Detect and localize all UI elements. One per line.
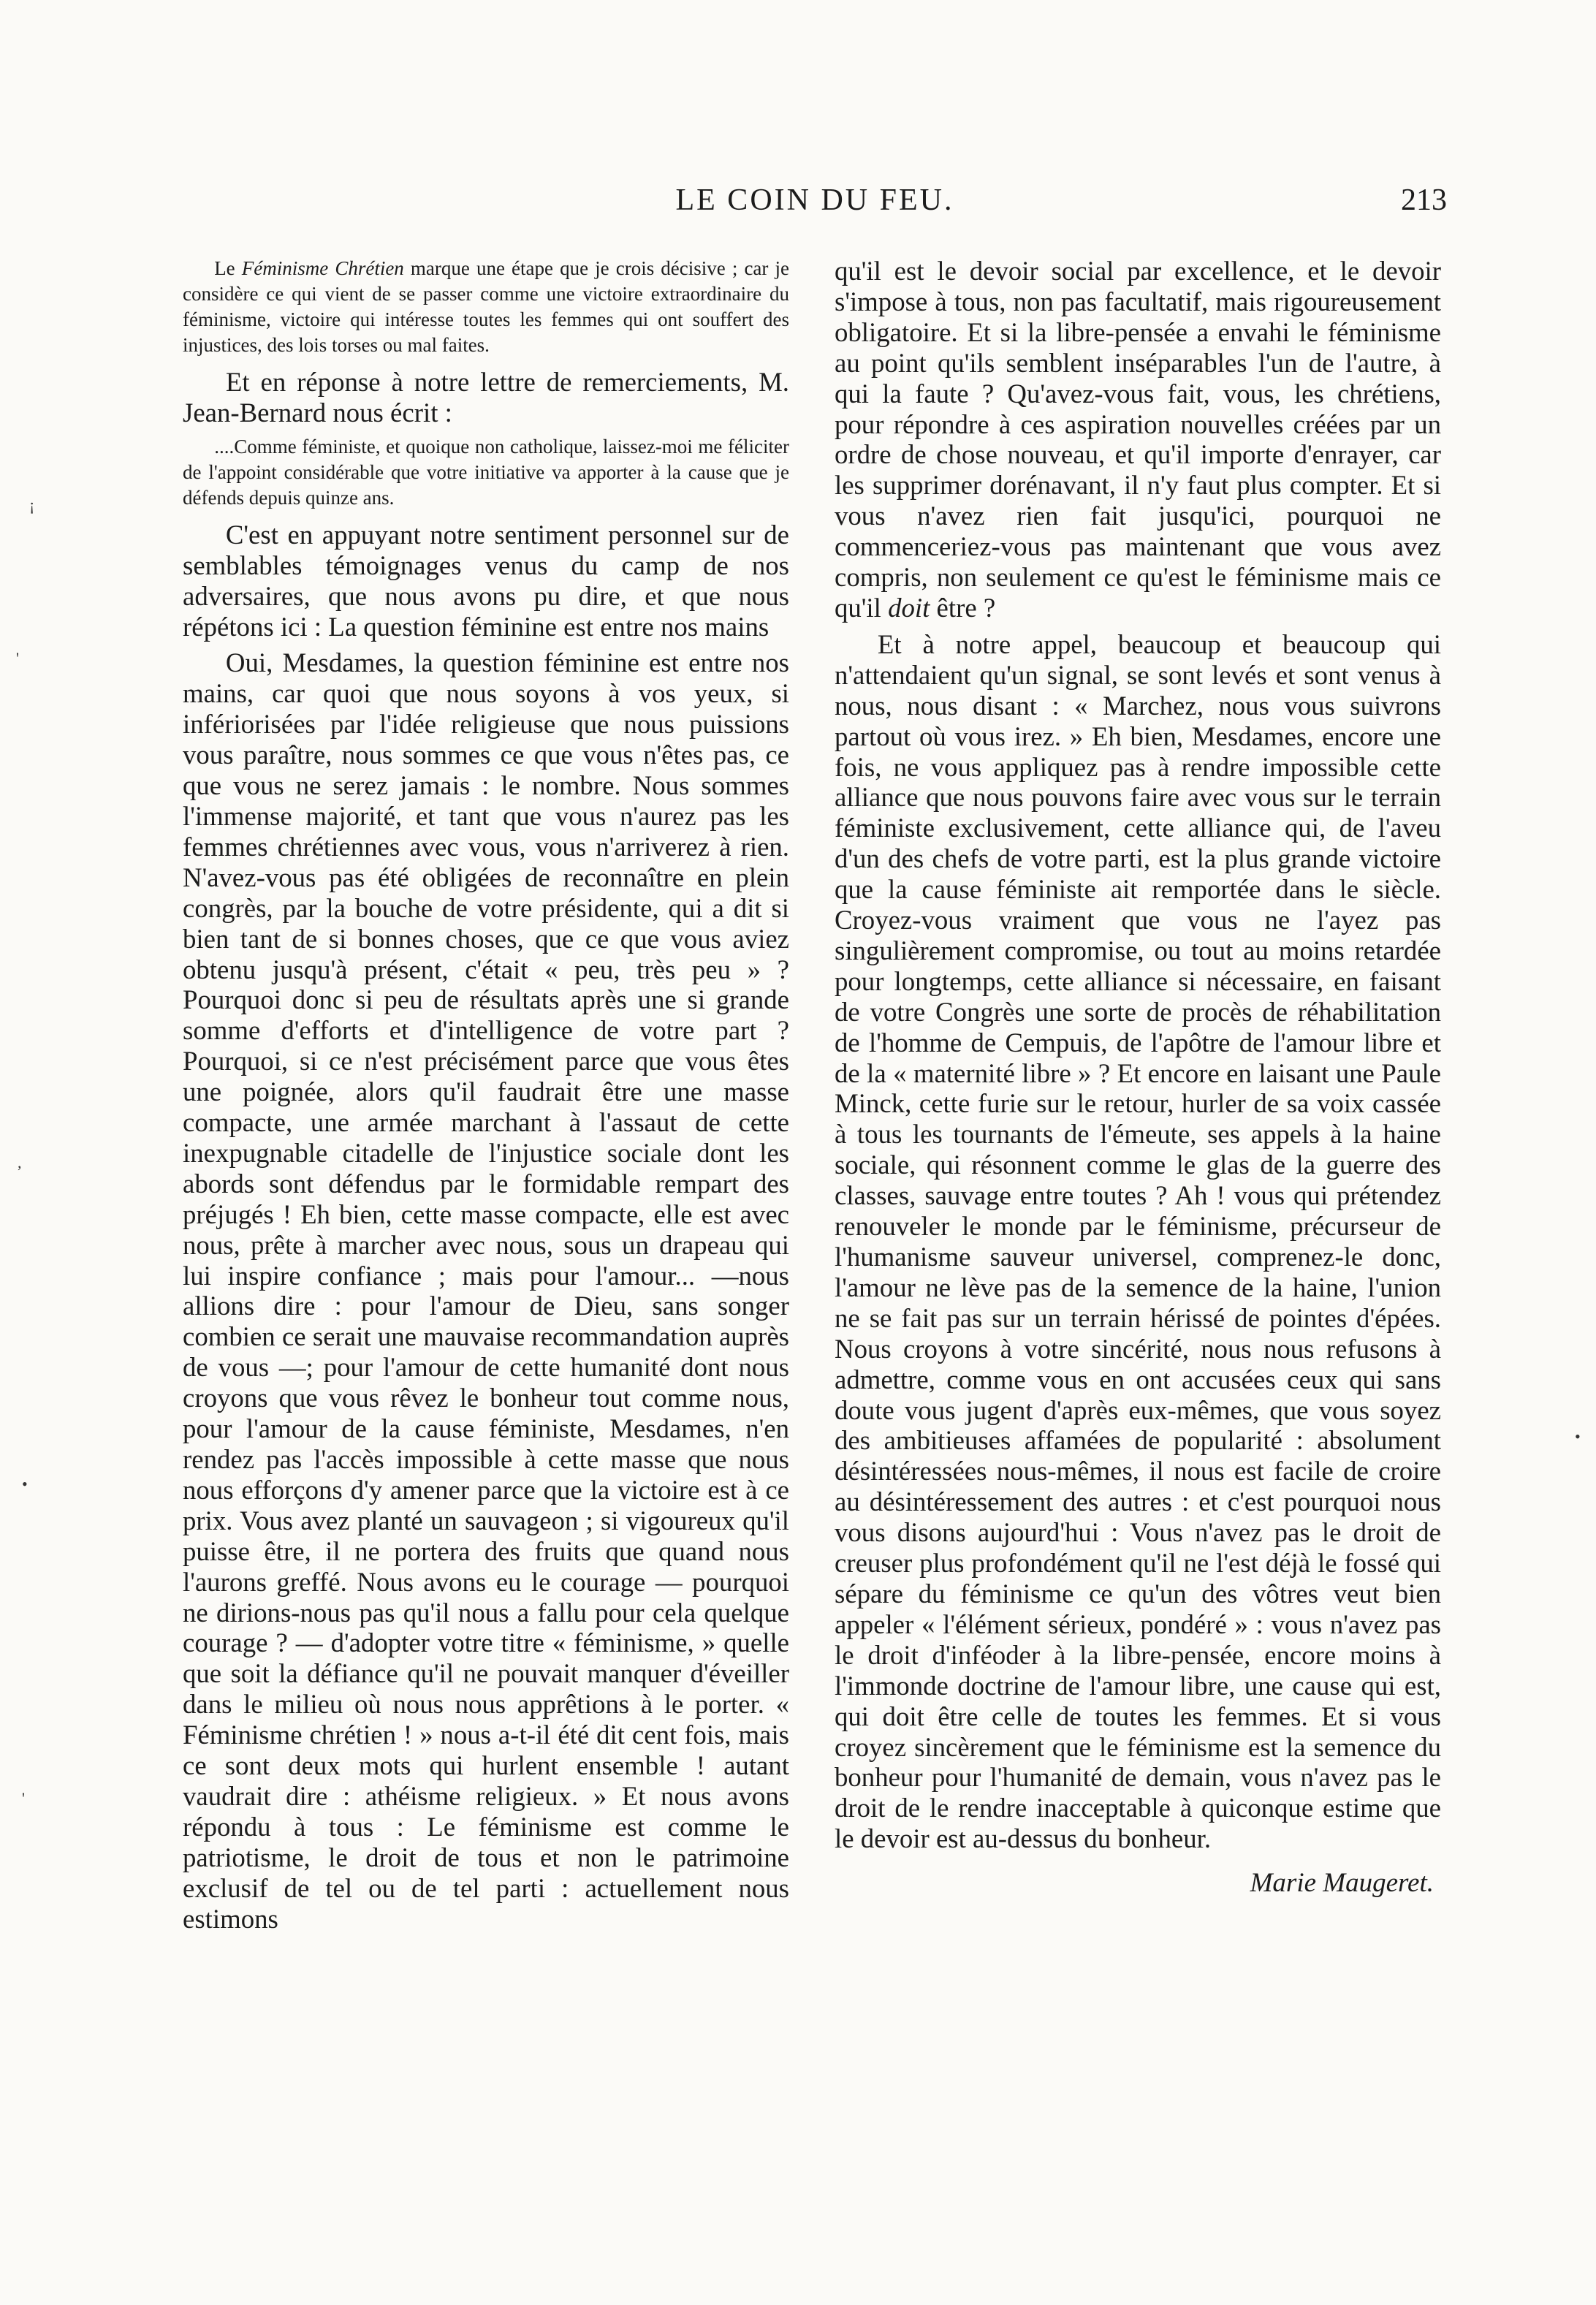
paragraph-reply: Et en réponse à notre lettre de remerciements, M. Jean-Bernard nous écrit :	[183, 367, 789, 428]
paragraph-continued-end: être ?	[930, 592, 996, 623]
quote-jean-bernard: ....Comme féministe, et quoique non catholique, laissez-moi me féliciter de l'appoint considérable que votre initiative va apporter à la cause que je défends depuis quinze ans.	[183, 435, 789, 509]
left-column	[183, 256, 789, 1934]
running-title: LE COIN DU FEU.	[675, 183, 954, 217]
journal-title: Féminisme Chrétien	[241, 257, 404, 279]
paragraph-mesdames: Oui, Mesdames, la question féminine est entre nos mains, car quoi que nous soyons à vos yeux, si infériorisées par l'idée religieuse que nous puissions vous paraître, nous sommes ce que vous n'êtes pas, ce que vous ne serez jamais : le nombre. Nous sommes l'immense majorité, et tant que vous n'aurez pas les femmes chrétiennes avec vous, vous n'arriverez à rien. N'avez-vous pas été obligées de reconnaître en plein congrès, par la bouche de votre présidente, qui a dit si bien tant de si bonnes choses, que ce que vous aviez obtenu jusqu'à présent, c'était « peu, très peu » ? Pourquoi donc si peu de résultats après une si grande somme d'efforts et d'intelligence de votre part ? Pourquoi, si ce n'est précisément parce que vous êtes une poignée, alors qu'il faudrait être une masse compacte, une armée marchant à l'assaut de cette inexpugnable citadelle de l'injustice sociale dont les abords sont défendus par le formidable rempart des préjugés ! Eh bien, cette masse compacte, elle est avec nous, prête à marcher avec nous, sous un drapeau qui lui inspire confiance ; mais pour l'amour... —nous allions dire : pour l'amour de Dieu, sans songer combien ce serait une mauvaise recommandation auprès de vous —; pour l'amour de cette humanité dont nous croyons que vous rêvez le bonheur tout comme nous, pour l'amour de la cause féministe, Mesdames, n'en rendez pas l'accès impossible à cette masse que nous nous efforçons d'y amener parce que la victoire est à ce prix. Vous avez planté un sauvageon ; si vigoureux qu'il puisse être, il ne portera des fruits que quand nous l'aurons greffé. Nous avons eu le courage — pourquoi ne dirions-nous pas qu'il nous a fallu pour cela quelque courage ? — d'adopter votre titre « féminisme, » quelle que soit la défiance qu'il ne pouvait manquer d'éveiller dans le milieu où nous nous apprêtions à le porter. « Féminisme chrétien ! » nous a-t-il été dit cent fois, mais ce sont deux mots qui hurlent ensemble ! autant vaudrait dire : athéisme religieux. » Et nous avons répondu à tous : Le féminisme est comme le patriotisme, le droit de tous et non le patrimoine exclusif de tel ou de tel parti : actuellement nous estimons	[183, 648, 789, 1934]
margin-mark: '	[22, 1789, 25, 1807]
margin-mark: •	[1575, 1427, 1581, 1446]
paragraph-appel: Et à notre appel, beaucoup et beaucoup qui n'attendaient qu'un signal, se sont levés et sont venus à nous, nous disant : « Marchez, nous vous suivrons partout où vous irez. » Eh bien, Mesdames, encore une fois, ne vous appliquez pas à rendre impossible cette alliance que nous pouvons faire avec vous sur le terrain féministe exclusivement, cette alliance qui, de l'aveu d'un des chefs de votre parti, est la plus grande victoire que la cause féministe ait remportée dans le siècle. Croyez-vous vraiment que vous ne l'ayez pas singulièrement compromise, ou tout au moins retardée pour longtemps, cette alliance si nécessaire, en faisant de votre Congrès une sorte de procès de réhabilitation de l'homme de Cempuis, de l'apôtre de l'amour libre et de la « maternité libre » ? Et encore en laisant une Paule Minck, cette furie sur le retour, hurler de sa voix cassée à tous les tournants de l'émeute, ses appels à la haine sociale, qui résonnent comme le glas de la guerre des classes, sauvage entre toutes ? Ah ! vous qui prétendez renouveler le monde par le féminisme, précurseur de l'humanisme sauveur universel, comprenez-le donc, l'amour ne lève pas de la semence de la haine, l'union ne se fait pas sur un terrain hérissé de pointes d'épées. Nous croyons à votre sincérité, nous nous refusons à admettre, comme vous en ont accusées ceux qui sans doute vous jugent d'après eux-mêmes, que vous soyez des ambitieuses affamées de popularité : absolument désintéressées nous-mêmes, il nous est facile de croire au désintéressement des autres : et c'est pourquoi nous vous disons aujourd'hui : Vous n'avez pas le droit de creuser plus profondément qu'il ne l'est déjà le fossé qui sépare du féminisme ce qu'un des vôtres veut bien appeler « l'élément sérieux, pondéré » : vous n'avez pas le droit d'inféoder à la libre-pensée, encore moins à l'immonde doctrine de l'amour libre, une cause qui est, qui doit être celle de toutes les femmes. Et si vous croyez sincèrement que le féminisme est la semence du bonheur pour l'humanité de demain, vous n'avez pas le droit de le rendre inacceptable à quiconque estime que le devoir est au-dessus du bonheur.	[835, 629, 1441, 1854]
margin-mark: ¡	[29, 495, 35, 514]
paragraph-continued	[835, 256, 1441, 623]
quote-text: marque une étape que je crois décisive ; car je considère ce qui vient de se passer comme une victoire extraordinaire du féminisme, victoire qui intéresse toutes les femmes qui ont souffert des injustices, des lois torses ou mal faites.	[183, 257, 789, 356]
quote-prefix: Le	[214, 257, 242, 279]
margin-mark: ,	[18, 1153, 22, 1172]
quote-feminisme-chretien	[183, 256, 789, 358]
emphasis-doit: doit	[888, 592, 930, 623]
running-header	[183, 183, 1447, 227]
author-signature: Marie Maugeret.	[1250, 1868, 1434, 1899]
paragraph-sentiment: C'est en appuyant notre sentiment personnel sur de semblables témoignages venus du camp de nos adversaires, que nous avons pu dire, et que nous répétons ici : La question féminine est entre nos mains	[183, 519, 789, 642]
right-column	[835, 256, 1441, 1899]
paragraph-continued-text: qu'il est le devoir social par excellence, et le devoir s'impose à tous, non pas facultatif, mais rigoureusement obligatoire. Et si la libre-pensée a envahi le féminisme au point qu'ils semblent inséparables l'un de l'autre, à qui la faute ? Qu'avez-vous fait, vous, les chrétiens, pour répondre à ces aspiration nouvelles créées par un ordre de chose nouveau, et qu'il importe d'enrayer, car les supprimer dorénavant, il n'y faut plus compter. Et si vous n'avez rien fait jusqu'ici, pourquoi ne commenceriez-vous pas maintenant que vous avez compris, non seulement ce qu'est le féminisme mais ce qu'il	[835, 256, 1441, 623]
margin-mark: '	[16, 649, 19, 667]
page-number: 213	[1401, 183, 1447, 217]
margin-mark: •	[22, 1475, 28, 1493]
